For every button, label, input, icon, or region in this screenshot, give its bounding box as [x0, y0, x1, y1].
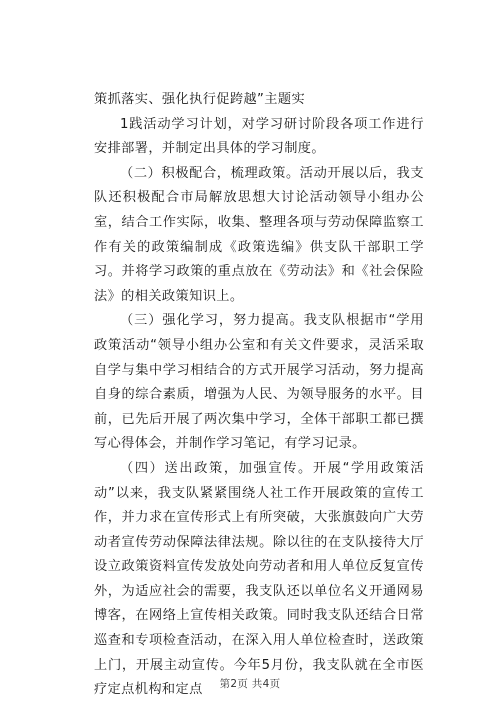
paragraph-section-four: （四）送出政策，加强宣传。开展“学用政策活动”以来，我支队紧紧围绕人社工作开展政策的宣传工作，并力求在宣传形式上有所突破，大张旗鼓向广大劳动者宣传劳动保障法律法规。除以往的在支队接待大厅设立政策资料宣传发放处向劳动者和用人单位反复宣传外，为适应社会的需要，我支队还以单位名义开通网易博客，在网络上宣传相关政策。同时我支队还结合日常巡查和专项检查活动，在深入用人单位检查时，送政策上门，开展主动宣传。今年5月份，我支队就在全市医疗定点机构和定点 — [94, 460, 424, 698]
paragraph-study-plan: 1践活动学习计划，对学习研讨阶段各项工作进行安排部署，并制定出具体的学习制度。 — [94, 116, 424, 157]
paragraph-section-three: （三）强化学习，努力提高。我支队根据市“学用政策活动“领导小组办公室和有关文件要求，灵活采取自学与集中学习相结合的方式开展学习活动，努力提高自身的综合素质，增强为人民、为领导服务的水平。目前，已先后开展了两次集中学习，全体干部职工都已撰写心得体会，并制作学习笔记，有学习记录。 — [94, 313, 424, 452]
document-body — [94, 88, 424, 703]
paragraph-heading-continuation: 策抓落实、强化执行促跨越”主题实 — [94, 92, 306, 107]
paragraph-section-two: （二）积极配合，梳理政策。活动开展以后，我支队还积极配合市局解放思想大讨论活动领导小组办公室，结合工作实际，收集、整理各项与劳动保障监察工作有关的政策编制成《政策选编》供支队干部职工学习。并将学习政策的重点放在《劳动法》和《社会保险法》的相关政策知识上。 — [94, 165, 424, 304]
page-number-footer: 第2页 共4页 — [219, 678, 281, 690]
